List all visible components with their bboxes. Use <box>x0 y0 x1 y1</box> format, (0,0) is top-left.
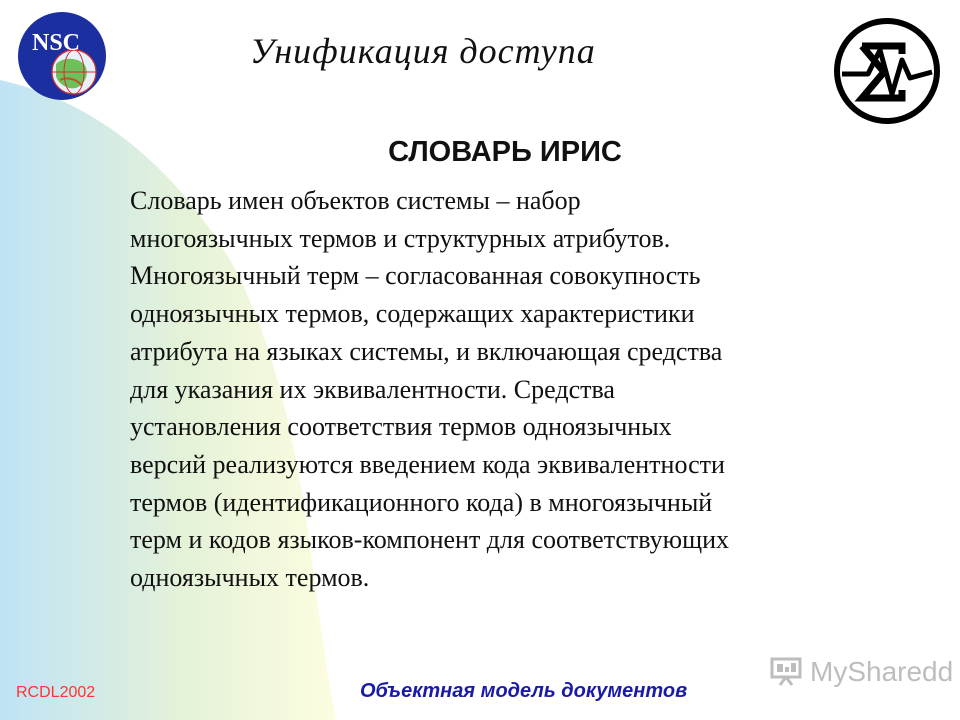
body-line: одноязычных термов. <box>130 563 370 593</box>
watermark-text: MySharedd <box>810 656 954 687</box>
body-line: одноязычных термов, содержащих характеристики <box>130 299 695 329</box>
body-line: Многоязычный терм – согласованная совокупность <box>130 261 701 291</box>
slide-title: Унификация доступа <box>250 31 596 71</box>
watermark <box>770 656 953 688</box>
body-line: терм и кодов языков-компонент для соответствующих <box>130 525 730 555</box>
sigma-wave-logo <box>832 16 942 126</box>
body-line: установления соответствия термов одноязычных <box>130 412 672 442</box>
body-line: атрибута на языках системы, и включающая средства <box>130 336 723 366</box>
footer-conference-label: RCDL2002 <box>16 684 96 701</box>
footer-subtitle: Объектная модель документов <box>360 680 688 702</box>
body-paragraph <box>130 182 890 597</box>
body-line: Словарь имен объектов системы – набор <box>130 186 581 215</box>
presentation-icon <box>770 657 804 687</box>
body-line: для указания их эквивалентности. Средства <box>130 374 615 404</box>
body-line: многоязычных термов и структурных атрибутов. <box>130 223 671 253</box>
body-line: термов (идентификационного кода) в многоязычный <box>130 487 713 517</box>
section-heading: СЛОВАРЬ ИРИС <box>388 136 622 168</box>
body-line: версий реализуются введением кода эквивалентности <box>130 449 725 479</box>
svg-text:NSC: NSC <box>32 30 81 56</box>
nsc-globe-logo <box>12 6 112 106</box>
